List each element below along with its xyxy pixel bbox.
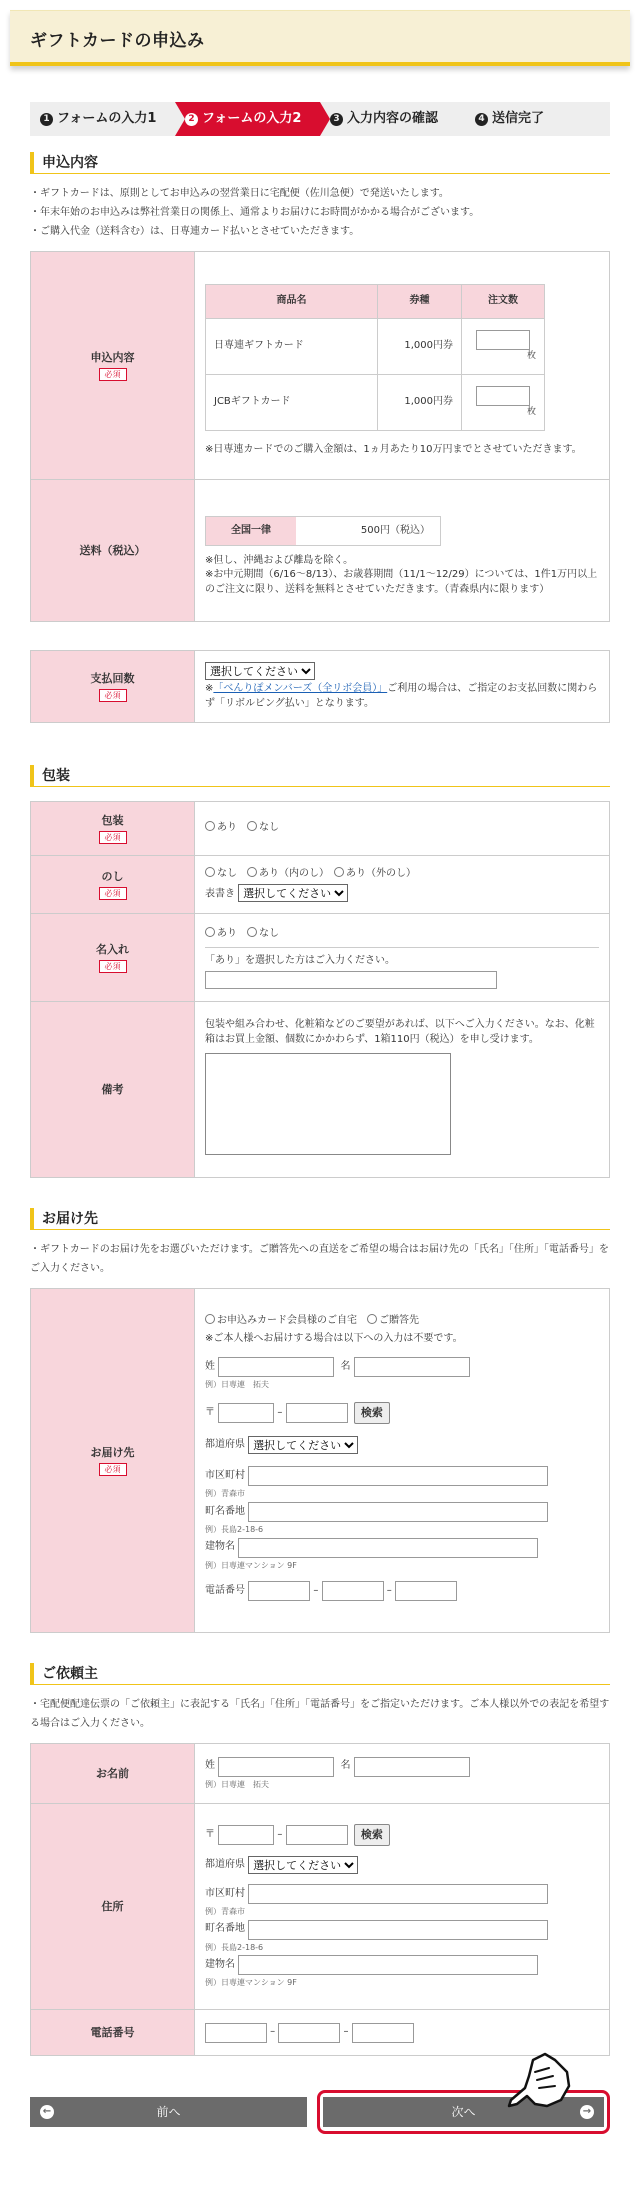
- step-1: [30, 102, 175, 136]
- tel-label: 電話番号: [205, 1584, 245, 1596]
- town-label: 町名番地: [205, 1505, 245, 1517]
- note-mark: ※: [205, 683, 214, 694]
- requester-zip1-input[interactable]: [218, 1825, 274, 1845]
- radio-name-yes[interactable]: [205, 927, 215, 937]
- step-3: [320, 102, 465, 136]
- radio-label: あり（外のし）: [346, 867, 416, 879]
- sei-label: 姓: [205, 1760, 215, 1772]
- unit-label: 枚: [526, 406, 536, 417]
- label-wrap: 包装 必須: [31, 802, 195, 856]
- step-number: 3: [330, 113, 343, 126]
- city-example: 例）青森市: [205, 1907, 245, 1917]
- radio-label: あり: [217, 822, 237, 834]
- revolving-members-link[interactable]: 「べんりぽメンバーズ（全リボ会員）」: [213, 683, 388, 694]
- town-example: 例）長島2-18-6: [205, 1942, 264, 1952]
- label-application: 申込内容 必須: [31, 252, 195, 480]
- radio-label: ご贈答先: [379, 1314, 419, 1326]
- section-heading-delivery: お届け先: [30, 1208, 610, 1230]
- radio-label: なし: [259, 927, 279, 939]
- step-label: フォームの入力1: [57, 110, 157, 126]
- step-label: 送信完了: [492, 110, 545, 126]
- city-example: 例）青森市: [205, 1489, 245, 1499]
- note-line: ・ギフトカードは、原則としてお申込みの翌営業日に宅配便（佐川急便）で発送いたします。: [30, 188, 449, 199]
- label-payment: 支払回数 必須: [31, 651, 195, 723]
- delivery-town-input[interactable]: [248, 1502, 548, 1522]
- zip-label: 〒: [205, 1828, 215, 1840]
- city-label: 市区町村: [205, 1887, 245, 1899]
- pointing-hand-icon: [505, 2046, 575, 2118]
- purchase-limit-note: ※日専連カードでのご購入金額は、1ヵ月あたり10万円までとさせていただきます。: [205, 443, 582, 455]
- arrow-right-icon: →: [580, 2105, 594, 2119]
- pref-label: 都道府県: [205, 1858, 245, 1870]
- label-memo: 備考: [31, 1002, 195, 1178]
- town-label: 町名番地: [205, 1923, 245, 1935]
- quantity-input[interactable]: [476, 386, 530, 406]
- radio-label: なし: [217, 867, 237, 879]
- label-requester-name: お名前: [31, 1744, 195, 1804]
- required-badge: 必須: [99, 887, 127, 900]
- table-row: [206, 318, 545, 374]
- radio-label: あり（内のし）: [259, 867, 324, 879]
- col-header: 商品名: [206, 284, 378, 318]
- note-line: ・ご購入代金（送料含む）は、日専連カード払いとさせていただきます。: [30, 226, 360, 237]
- requester-tel2-input[interactable]: [278, 2023, 340, 2043]
- step-number: 4: [475, 113, 488, 126]
- mei-label: 名: [340, 1360, 351, 1372]
- radio-wrap-no[interactable]: [247, 821, 257, 831]
- label-noshi: のし 必須: [31, 856, 195, 914]
- label-requester-address: 住所: [31, 1804, 195, 2010]
- label-requester-tel: 電話番号: [31, 2010, 195, 2056]
- delivery-city-input[interactable]: [248, 1466, 548, 1486]
- requester-tel1-input[interactable]: [205, 2023, 267, 2043]
- bldg-label: 建物名: [205, 1541, 235, 1553]
- step-4: [465, 102, 610, 136]
- omote-select[interactable]: [238, 884, 348, 902]
- product-type: 1,000円券: [378, 318, 462, 374]
- progress-steps: [30, 102, 610, 136]
- zip-label: 〒: [205, 1407, 215, 1419]
- step-label: フォームの入力2: [202, 110, 302, 126]
- delivery-zip-search-button[interactable]: 検索: [354, 1402, 390, 1424]
- payment-table: [30, 650, 610, 723]
- self-delivery-note: ※ご本人様へお届けする場合は以下への入力は不要です。: [205, 1333, 463, 1345]
- required-badge: 必須: [99, 1463, 127, 1476]
- product-table: [205, 284, 545, 431]
- col-header: 券種: [378, 284, 462, 318]
- delivery-last-name-input[interactable]: [218, 1357, 334, 1377]
- requester-bldg-input[interactable]: [238, 1955, 538, 1975]
- radio-delivery-home[interactable]: [205, 1314, 215, 1324]
- bldg-example: 例）日専連マンション 9F: [205, 1978, 297, 1988]
- shipping-note: ※但し、沖縄および離島を除く。: [205, 554, 354, 566]
- delivery-note: ・ギフトカードのお届け先をお選びいただけます。ご贈答先への直送をご希望の場合はお届け先の「氏名」「住所」「電話番号」をご入力ください。: [30, 1244, 609, 1274]
- pref-label: 都道府県: [205, 1439, 245, 1451]
- product-name: JCBギフトカード: [206, 374, 378, 430]
- radio-noshi-none[interactable]: [205, 867, 215, 877]
- step-label: 入力内容の確認: [347, 110, 439, 126]
- name-print-hint: 「あり」を選択した方はご入力ください。: [205, 955, 395, 966]
- payment-note: ご利用の場合は、ご指定のお支払回数に関わらず「リボルビング払い」となります。: [205, 683, 598, 709]
- delivery-bldg-input[interactable]: [238, 1538, 538, 1558]
- requester-zip2-input[interactable]: [286, 1825, 348, 1845]
- memo-instructions: 包装や組み合わせ、化粧箱などのご要望があれば、以下へご入力ください。なお、化粧箱はお買上金額、個数にかかわらず、1箱110円（税込）を申し受けます。: [205, 1019, 595, 1045]
- note-line: ・年末年始のお申込みは弊社営業日の関係上、通常よりお届けにお時間がかかる場合がございます。: [30, 207, 480, 218]
- memo-textarea[interactable]: [205, 1053, 451, 1155]
- radio-name-no[interactable]: [247, 927, 257, 937]
- radio-delivery-gift[interactable]: [367, 1314, 377, 1324]
- requester-pref-select[interactable]: [248, 1856, 358, 1874]
- radio-label: お申込みカード会員様のご自宅: [217, 1314, 357, 1326]
- required-badge: 必須: [99, 831, 127, 844]
- payment-count-select[interactable]: [205, 662, 315, 680]
- required-badge: 必須: [99, 960, 127, 973]
- bldg-example: 例）日専連マンション 9F: [205, 1560, 297, 1570]
- delivery-tel1-input[interactable]: [248, 1581, 310, 1601]
- delivery-table: お届け先 必須 お申込みカード会員様のご自宅 ご贈答先 ※ご本人様へお届けする場合は以下への入力は不要です。 姓 名 例）日専連 拓夫 〒 – 検索 都道府県 選択してください 市区町村 例）青森市 町名番地 例）長島2-18-6 建物名 例）日専連マンション 9F 電話番号 – –: [30, 1288, 610, 1633]
- delivery-first-name-input[interactable]: [354, 1357, 470, 1377]
- requester-city-input[interactable]: [248, 1884, 548, 1904]
- requester-zip-search-button[interactable]: 検索: [354, 1824, 390, 1846]
- prev-label: 前へ: [156, 2105, 181, 2119]
- radio-label: なし: [259, 822, 279, 834]
- requester-first-name-input[interactable]: [354, 1757, 470, 1777]
- label-delivery: お届け先 必須: [31, 1289, 195, 1633]
- label-name-print: 名入れ 必須: [31, 914, 195, 1002]
- required-badge: 必須: [99, 689, 127, 702]
- arrow-left-icon: ←: [40, 2105, 54, 2119]
- product-type: 1,000円券: [378, 374, 462, 430]
- shipping-price: 500円（税込）: [360, 524, 430, 536]
- step-2: [175, 102, 320, 136]
- town-example: 例）長島2-18-6: [205, 1524, 264, 1534]
- sei-label: 姓: [205, 1360, 215, 1372]
- section-heading-requester: ご依頼主: [30, 1663, 610, 1685]
- requester-table: お名前 姓 名 例）日専連 拓夫 住所 〒 – 検索 都道府県 選択してください 市区町村 例）青森市 町名番地 例）長島2-18-6 建物名 例）日専連マンション 9F 電話番号 – –: [30, 1743, 610, 2056]
- prev-button[interactable]: [30, 2097, 307, 2127]
- name-example: 例）日専連 拓夫: [205, 1779, 269, 1789]
- table-row: [206, 374, 545, 430]
- requester-last-name-input[interactable]: [218, 1757, 334, 1777]
- step-number: 1: [40, 113, 53, 126]
- delivery-tel3-input[interactable]: [395, 1581, 457, 1601]
- city-label: 市区町村: [205, 1470, 245, 1482]
- requester-note: ・宅配便配達伝票の「ご依頼主」に表記する「氏名」「住所」「電話番号」をご指定いただけます。ご本人様以外での表記を希望する場合はご入力ください。: [30, 1699, 610, 1729]
- radio-noshi-inner[interactable]: [247, 867, 257, 877]
- delivery-pref-select[interactable]: [248, 1436, 358, 1454]
- omote-label: 表書き: [205, 888, 235, 900]
- col-header: 注文数: [462, 284, 545, 318]
- section-heading-wrapping: 包装: [30, 765, 610, 787]
- delivery-tel2-input[interactable]: [322, 1581, 384, 1601]
- quantity-input[interactable]: [476, 330, 530, 350]
- wrapping-table: [30, 801, 610, 1178]
- label-shipping: 送料（税込）: [31, 480, 195, 622]
- delivery-zip2-input[interactable]: [286, 1403, 348, 1423]
- next-label: 次へ: [451, 2105, 476, 2119]
- name-example: 例）日専連 拓夫: [205, 1379, 269, 1389]
- application-notes: [30, 184, 610, 241]
- step-number: 2: [185, 113, 198, 126]
- radio-label: あり: [217, 927, 237, 939]
- section-heading-application: 申込内容: [30, 152, 610, 174]
- name-print-input[interactable]: [205, 971, 497, 989]
- shipping-fee-box: [205, 516, 441, 546]
- radio-noshi-outer[interactable]: [334, 867, 344, 877]
- requester-tel3-input[interactable]: [352, 2023, 414, 2043]
- required-badge: 必須: [99, 368, 127, 381]
- radio-wrap-yes[interactable]: [205, 821, 215, 831]
- shipping-note: ※お中元期間（6/16～8/13）、お歳暮期間（11/1～12/29）については、1件1万円以上のご注文に限り、送料を無料とさせていただきます。（青森県内に限ります）: [205, 569, 598, 595]
- application-table: [30, 251, 610, 622]
- unit-label: 枚: [526, 350, 536, 361]
- mei-label: 名: [340, 1760, 351, 1772]
- delivery-zip1-input[interactable]: [218, 1403, 274, 1423]
- shipping-zone: 全国一律: [206, 517, 296, 545]
- product-name: 日専連ギフトカード: [206, 318, 378, 374]
- requester-town-input[interactable]: [248, 1920, 548, 1940]
- bldg-label: 建物名: [205, 1959, 235, 1971]
- page-header: [10, 10, 630, 66]
- page-title: ギフトカードの申込み: [30, 31, 205, 51]
